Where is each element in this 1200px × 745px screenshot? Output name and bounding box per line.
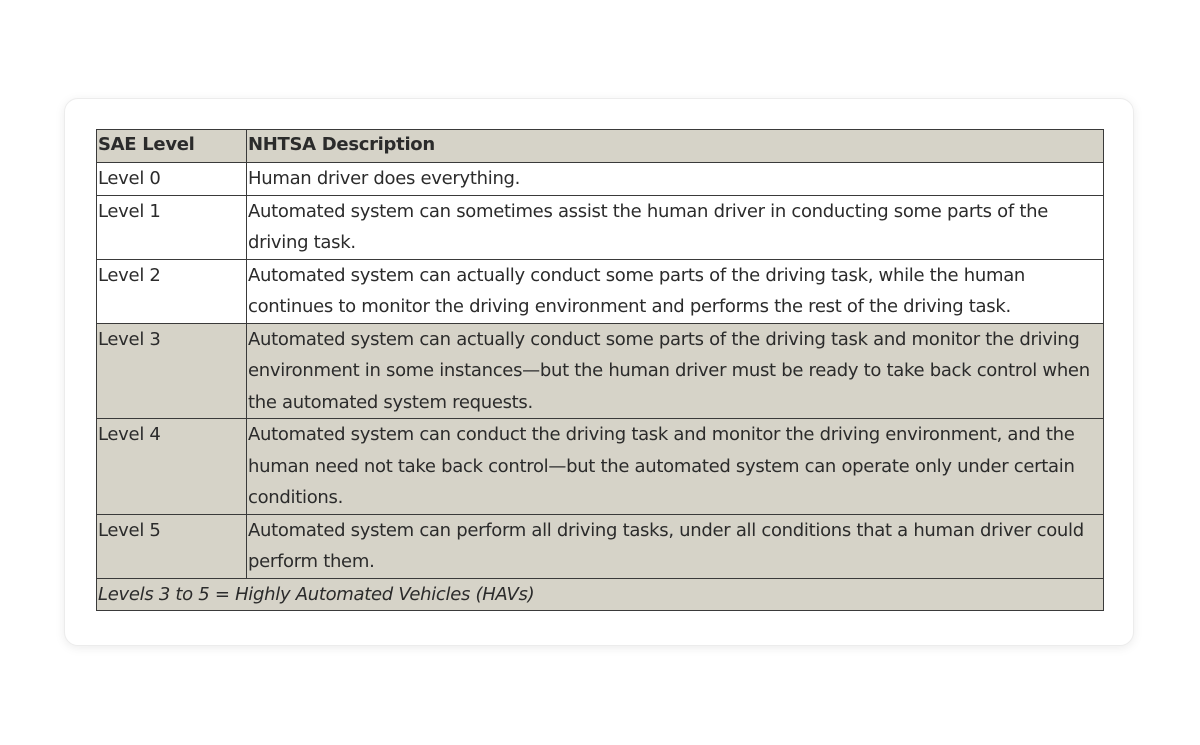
table-row bbox=[97, 163, 1104, 196]
level-cell: Level 1 bbox=[97, 195, 247, 259]
footer-note: Levels 3 to 5 = Highly Automated Vehicles (HAVs) bbox=[97, 578, 1104, 611]
table-row bbox=[97, 419, 1104, 515]
description-cell: Automated system can perform all driving tasks, under all conditions that a human driver could perform them. bbox=[247, 514, 1104, 578]
description-cell: Automated system can sometimes assist the human driver in conducting some parts of the driving task. bbox=[247, 195, 1104, 259]
table-row bbox=[97, 514, 1104, 578]
level-cell: Level 2 bbox=[97, 259, 247, 323]
table-row bbox=[97, 195, 1104, 259]
table-header-row bbox=[97, 130, 1104, 163]
header-nhtsa-description: NHTSA Description bbox=[247, 130, 1104, 163]
header-sae-level: SAE Level bbox=[97, 130, 247, 163]
table-footer-row bbox=[97, 578, 1104, 611]
level-cell: Level 3 bbox=[97, 323, 247, 419]
level-cell: Level 5 bbox=[97, 514, 247, 578]
description-cell: Automated system can conduct the driving task and monitor the driving environment, and the human need not take back control—but the automated system can operate only under certain conditions. bbox=[247, 419, 1104, 515]
table-row bbox=[97, 323, 1104, 419]
table-row bbox=[97, 259, 1104, 323]
description-cell: Human driver does everything. bbox=[247, 163, 1104, 196]
sae-levels-table bbox=[96, 129, 1104, 611]
description-cell: Automated system can actually conduct some parts of the driving task, while the human continues to monitor the driving environment and performs the rest of the driving task. bbox=[247, 259, 1104, 323]
level-cell: Level 4 bbox=[97, 419, 247, 515]
description-cell: Automated system can actually conduct some parts of the driving task and monitor the driving environment in some instances—but the human driver must be ready to take back control when the automated system requests. bbox=[247, 323, 1104, 419]
level-cell: Level 0 bbox=[97, 163, 247, 196]
